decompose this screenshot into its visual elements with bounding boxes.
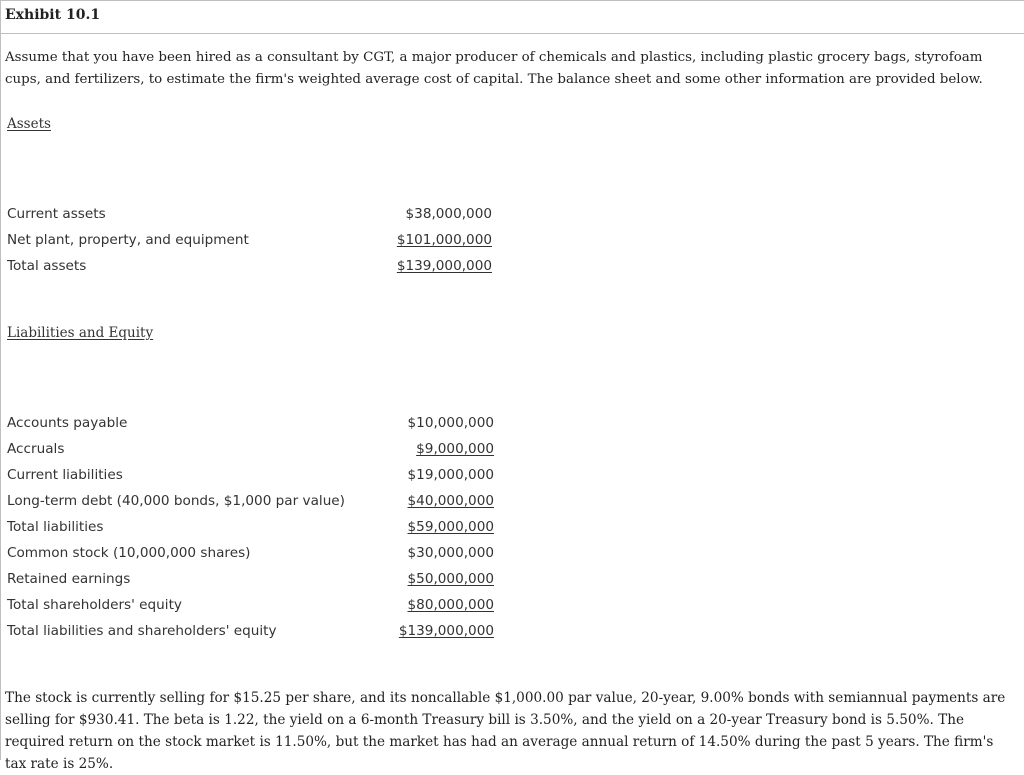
row-label: Common stock (10,000,000 shares) xyxy=(7,545,251,561)
balance-row-total-liabilities-equity xyxy=(7,623,507,649)
balance-row-long-term-debt xyxy=(7,493,507,519)
row-label: Accruals xyxy=(7,441,65,457)
balance-row-retained-earnings xyxy=(7,571,507,597)
row-value: $139,000,000 xyxy=(398,623,494,639)
liabilities-heading: Liabilities and Equity xyxy=(7,325,154,341)
balance-row-current-assets xyxy=(7,206,507,232)
row-value: $10,000,000 xyxy=(407,415,494,431)
assets-heading: Assets xyxy=(7,116,51,132)
row-label: Accounts payable xyxy=(7,415,128,431)
balance-row-accruals xyxy=(7,441,507,467)
balance-row-common-stock xyxy=(7,545,507,571)
row-value: $30,000,000 xyxy=(407,545,494,561)
row-value: $80,000,000 xyxy=(407,597,494,613)
row-label: Current assets xyxy=(7,206,106,222)
row-label: Total assets xyxy=(7,258,87,274)
header-divider xyxy=(0,33,1024,34)
balance-row-total-equity xyxy=(7,597,507,623)
row-value: $59,000,000 xyxy=(407,519,494,535)
row-value: $50,000,000 xyxy=(407,571,494,587)
balance-row-total-assets xyxy=(7,258,507,284)
exhibit-header xyxy=(1,1,1024,33)
exhibit-title: Exhibit 10.1 xyxy=(5,7,101,23)
row-value: $9,000,000 xyxy=(416,441,494,457)
row-value: $40,000,000 xyxy=(407,493,494,509)
row-label: Current liabilities xyxy=(7,467,123,483)
row-value: $101,000,000 xyxy=(396,232,492,248)
closing-paragraph: The stock is currently selling for $15.25 per share, and its noncallable $1,000.00 par value, 20-year, 9.00% bonds with semiannual payments are selling for $930.41. The beta is 1.22, the yield on a 6-month Treasury bill is 3.50%, and the yield on a 20-year Treasury bond is 5.50%. The required return on the stock market is 11.50%, but the market has had an average annual return of 14.50% during the past 5 years. The firm's tax rate is 25%. xyxy=(5,690,1006,772)
row-label: Long-term debt (40,000 bonds, $1,000 par value) xyxy=(7,493,345,509)
balance-row-total-liabilities xyxy=(7,519,507,545)
balance-row-current-liabilities xyxy=(7,467,507,493)
balance-row-net-ppe xyxy=(7,232,507,258)
row-value: $19,000,000 xyxy=(407,467,494,483)
row-label: Retained earnings xyxy=(7,571,131,587)
row-value: $38,000,000 xyxy=(405,206,492,222)
row-value: $139,000,000 xyxy=(396,258,492,274)
balance-row-accounts-payable xyxy=(7,415,507,441)
row-label: Total liabilities xyxy=(7,519,104,535)
frame-left-border xyxy=(0,0,1,760)
row-label: Total liabilities and shareholders' equity xyxy=(7,623,277,639)
row-label: Net plant, property, and equipment xyxy=(7,232,249,248)
intro-paragraph: Assume that you have been hired as a consultant by CGT, a major producer of chemicals and plastics, including plastic grocery bags, styrofoam cups, and fertilizers, to estimate the firm's weighted average cost of capital. The balance sheet and some other information are provided below. xyxy=(5,50,983,87)
row-label: Total shareholders' equity xyxy=(7,597,182,613)
